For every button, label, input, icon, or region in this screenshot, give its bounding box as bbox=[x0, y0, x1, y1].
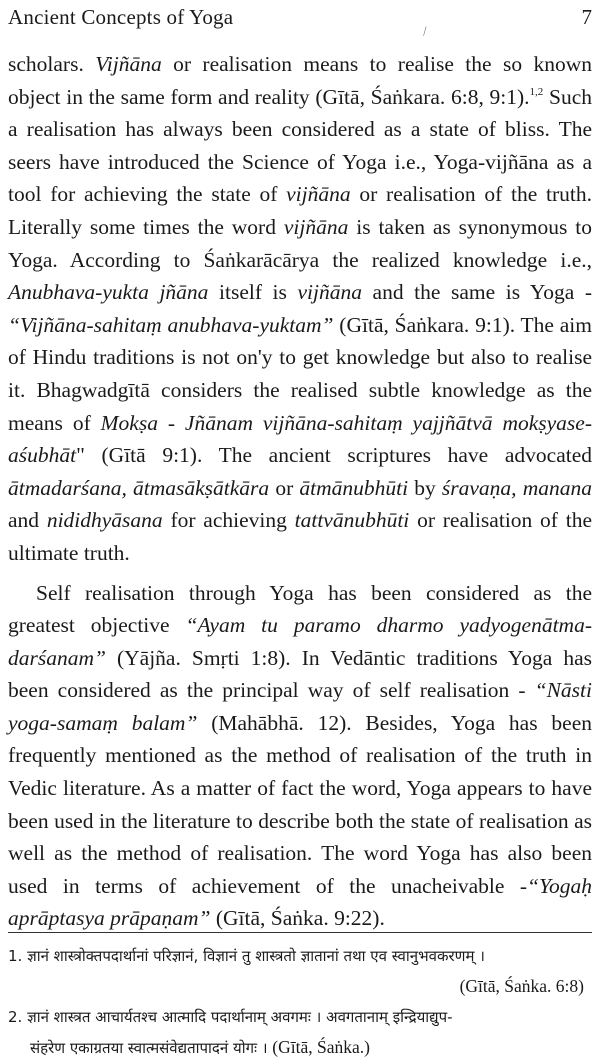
text-run: (Yājña. Smṛti 1:8). In Vedāntic traditions Yoga has been considered as the principal way of self realisation - bbox=[8, 645, 592, 703]
text-run: (Mahābhā. 12). Besides, Yoga has been frequently mentioned as the method of realisation of the truth in Vedic literature. As a matter of fact the word, Yoga appears to have been used in the literature to describe both the state of realisation as well as the method of realisation. The word Yoga has also been used in terms of achievement of the unacheivable - bbox=[8, 710, 592, 898]
footnote-2-continued bbox=[8, 1032, 592, 1063]
footnote-2-source: (Gītā, Śaṅka.) bbox=[272, 1037, 370, 1057]
italic-term: Anubhava-yukta jñāna bbox=[8, 280, 209, 305]
italic-term: “Vijñāna-sahitaṃ anubhava-yuktam” bbox=[8, 312, 334, 337]
italic-term: Mokṣa - Jñānam vijñāna-sahitaṃ yajjñātvā mokṣyase-aśubhāt bbox=[8, 410, 592, 468]
footnote-1-text: 1. ज्ञानं शास्त्रोक्तपदार्थानां परिज्ञानं, विज्ञानं तु शास्त्रतो ज्ञातानां तथा एव स्वानुभवकरणम् । bbox=[8, 947, 485, 965]
text-run: or realisation of the ultimate truth. bbox=[8, 508, 592, 565]
body-text bbox=[8, 48, 592, 935]
text-run: and bbox=[8, 508, 47, 533]
paragraph-2 bbox=[8, 577, 592, 936]
italic-term: Vijñāna bbox=[95, 52, 162, 76]
italic-term: vijñāna bbox=[297, 280, 362, 305]
text-run: or realisation of the truth. Literally some times the word bbox=[8, 182, 592, 239]
italic-term: nididhyāsana bbox=[46, 508, 163, 533]
text-run: or bbox=[269, 475, 300, 500]
running-header bbox=[8, 2, 592, 32]
text-run: Self realisation through Yoga has been considered as the greatest objective bbox=[8, 580, 592, 638]
footnote-rule bbox=[8, 932, 592, 933]
text-run: is taken as synonymous to Yoga. According to Śaṅkarācārya the realized knowledge i.e., bbox=[8, 214, 592, 272]
footnote-2-text-cont: संहरेण एकाग्रतया स्वात्मसंवेद्यतापादनं योगः । bbox=[30, 1039, 273, 1057]
text-run: Such a realisation has always been considered as a state of bliss. The seers have introduced the Science of Yoga i.e., Yoga-vijñāna as a tool for achieving the state of bbox=[8, 84, 593, 207]
pencil-mark: ⁄ bbox=[421, 24, 429, 38]
footnote-2 bbox=[8, 1001, 592, 1032]
text-run: itself is bbox=[208, 280, 298, 305]
italic-term: śravaṇa, manana bbox=[441, 475, 592, 500]
italic-term: tattvānubhūti bbox=[294, 508, 410, 533]
paragraph-1 bbox=[8, 48, 592, 570]
page-number: 7 bbox=[581, 5, 592, 29]
footnote-ref: 1,2 bbox=[529, 85, 544, 98]
text-run: scholars. bbox=[8, 52, 96, 76]
footnotes bbox=[8, 940, 592, 1063]
italic-term: “Ayam tu paramo dharmo yadyogenātma-darśanam” bbox=[8, 613, 592, 670]
text-run: and the same is Yoga - bbox=[361, 280, 592, 305]
italic-term: vijñāna bbox=[286, 182, 351, 207]
footnote-1 bbox=[8, 940, 592, 971]
text-run: (Gītā, Śaṅka. 9:22). bbox=[210, 906, 385, 931]
text-run: " (Gītā 9:1). The ancient scriptures have advocated bbox=[76, 443, 592, 468]
footnote-1-citation bbox=[8, 971, 592, 1001]
italic-term: vijñāna bbox=[283, 214, 349, 239]
text-run: for achieving bbox=[162, 508, 295, 533]
italic-term: ātmadarśana, ātmasākṣātkāra bbox=[8, 475, 270, 500]
italic-term: ātmānubhūti bbox=[299, 475, 409, 500]
footnote-2-text: 2. ज्ञानं शास्त्रत आचार्यतश्च आत्मादि पदार्थानाम् अवगमः । अवगतानाम् इन्द्रियाद्युप- bbox=[8, 1008, 453, 1026]
text-run: by bbox=[408, 475, 442, 500]
running-title: Ancient Concepts of Yoga bbox=[8, 5, 234, 29]
footnote-1-source: (Gītā, Śaṅka. 6:8) bbox=[459, 976, 584, 996]
italic-term: “Yogaḥ aprāptasya prāpaṇam” bbox=[8, 873, 592, 931]
text-run: or realisation means to realise the so known object in the same form and reality (Gītā, Śaṅkara. 6:8, 9:1). bbox=[8, 52, 593, 109]
italic-term: “Nāsti yoga-samaṃ balam” bbox=[8, 678, 592, 735]
text-run: (Gītā, Śaṅkara. 9:1). The aim of Hindu traditions is not on'y to get knowledge but also to realise it. Bhagwadgītā considers the realised subtle knowledge as the means of bbox=[8, 312, 592, 435]
